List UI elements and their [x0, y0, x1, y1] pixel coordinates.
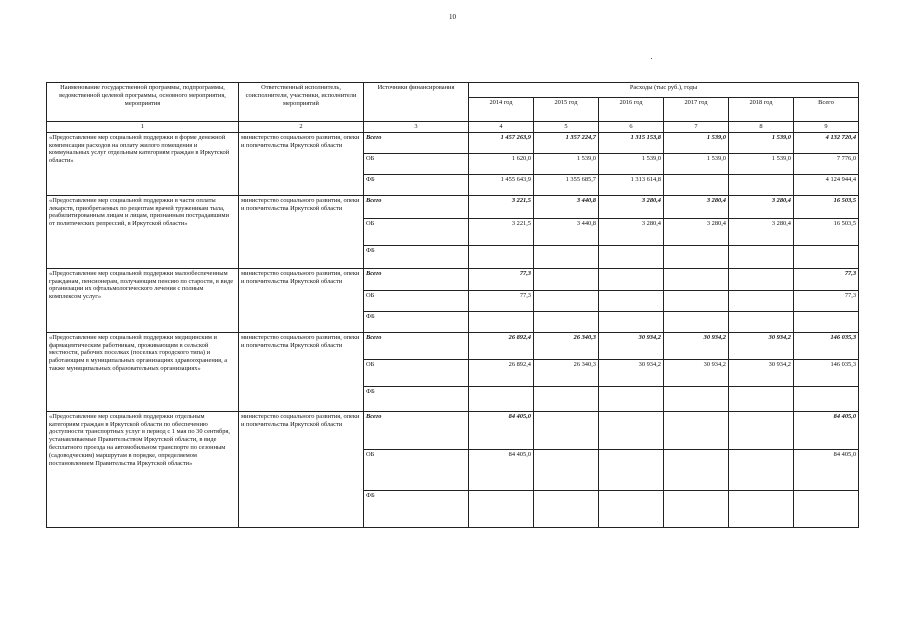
program-name: «Предоставление мер социальной поддержки малообеспеченным гражданам, пенсионерам, получающим пенсию по старости, в виде организации их офтальмологического лечения с полным комплексом услуг» — [47, 268, 239, 332]
table-row — [47, 411, 859, 449]
header-executor: Ответственный исполнитель, соисполнители, участники, исполнители мероприятий — [239, 83, 364, 122]
value-cell — [534, 386, 599, 411]
program-name: «Предоставление мер социальной поддержки медицинским и фармацевтическим работникам, проживающим в сельской местности, рабочих поселках (поселках городского типа) и работающим в муниципальных организациях здравоохранения, а также муниципальных образовательных организациях» — [47, 332, 239, 411]
value-cell — [729, 490, 794, 527]
column-number: 7 — [664, 122, 729, 133]
value-cell — [534, 290, 599, 311]
value-cell — [599, 449, 664, 490]
column-number: 3 — [364, 122, 469, 133]
value-cell: 1 313 614,8 — [599, 174, 664, 195]
value-cell: 84 405,0 — [794, 411, 859, 449]
column-number: 8 — [729, 122, 794, 133]
executor-name: министерство социального развития, опеки и попечительства Иркутской области — [239, 195, 364, 268]
value-cell — [664, 386, 729, 411]
value-cell — [534, 311, 599, 332]
value-cell — [599, 245, 664, 268]
program-name: «Предоставление мер социальной поддержки отдельным категориям граждан в Иркутской области по обеспечению доступности транспортных услуг в период с 1 мая по 30 сентября, устанавливаемые Правительством Иркутской области, в виде бесплатного проезда на автомобильном транспорте по сезонным (садоводческим) маршрутам в порядке, определяемом постановлением Правительства Иркутской области» — [47, 411, 239, 527]
header-year-2018: 2018 год — [729, 97, 794, 121]
source-total: Всего — [364, 332, 469, 359]
value-cell: 1 539,0 — [729, 153, 794, 174]
value-cell — [664, 290, 729, 311]
value-cell: 1 315 153,8 — [599, 132, 664, 153]
scan-speck — [651, 58, 652, 59]
value-cell — [599, 386, 664, 411]
value-cell: 1 539,0 — [599, 153, 664, 174]
source-total: Всего — [364, 411, 469, 449]
value-cell: 1 539,0 — [534, 153, 599, 174]
column-number: 4 — [469, 122, 534, 133]
column-number: 5 — [534, 122, 599, 133]
value-cell — [664, 490, 729, 527]
value-cell: 26 340,3 — [534, 332, 599, 359]
value-cell: 84 405,0 — [469, 449, 534, 490]
value-cell: 16 503,5 — [794, 195, 859, 218]
executor-name: министерство социального развития, опеки и попечительства Иркутской области — [239, 268, 364, 332]
value-cell — [469, 245, 534, 268]
value-cell: 26 340,3 — [534, 359, 599, 386]
source-fb: ФБ — [364, 386, 469, 411]
source-ob: ОБ — [364, 449, 469, 490]
value-cell — [664, 174, 729, 195]
value-cell: 3 280,4 — [729, 218, 794, 245]
column-number: 6 — [599, 122, 664, 133]
source-fb: ФБ — [364, 311, 469, 332]
value-cell: 146 035,3 — [794, 332, 859, 359]
header-source: Источники финансирования — [364, 83, 469, 122]
executor-name: министерство социального развития, опеки и попечительства Иркутской области — [239, 332, 364, 411]
value-cell — [729, 411, 794, 449]
executor-name: министерство социального развития, опеки и попечительства Иркутской области — [239, 411, 364, 527]
table-row — [47, 268, 859, 290]
source-ob: ОБ — [364, 153, 469, 174]
column-number: 2 — [239, 122, 364, 133]
value-cell: 1 455 643,9 — [469, 174, 534, 195]
program-name: «Предоставление мер социальной поддержки в форме денежной компенсации расходов на оплату жилого помещения и коммунальных услуг отдельным категориям граждан в Иркутской области» — [47, 132, 239, 195]
header-expenses: Расходы (тыс руб.), годы — [469, 83, 859, 98]
value-cell — [534, 449, 599, 490]
value-cell: 84 405,0 — [469, 411, 534, 449]
value-cell: 30 934,2 — [729, 332, 794, 359]
header-year-2016: 2016 год — [599, 97, 664, 121]
value-cell: 1 457 263,9 — [469, 132, 534, 153]
column-number-row — [47, 122, 859, 133]
table-row — [47, 332, 859, 359]
value-cell: 77,3 — [794, 290, 859, 311]
value-cell: 1 355 685,7 — [534, 174, 599, 195]
value-cell — [469, 311, 534, 332]
value-cell — [599, 290, 664, 311]
value-cell: 3 280,4 — [664, 218, 729, 245]
value-cell: 77,3 — [469, 268, 534, 290]
value-cell — [729, 268, 794, 290]
table-header — [47, 83, 859, 133]
header-year-2015: 2015 год — [534, 97, 599, 121]
executor-name: министерство социального развития, опеки и попечительства Иркутской области — [239, 132, 364, 195]
table-row — [47, 132, 859, 153]
value-cell — [729, 245, 794, 268]
value-cell: 26 892,4 — [469, 359, 534, 386]
value-cell: 30 934,2 — [599, 332, 664, 359]
value-cell — [599, 490, 664, 527]
source-fb: ФБ — [364, 174, 469, 195]
value-cell: 30 934,2 — [599, 359, 664, 386]
value-cell — [729, 311, 794, 332]
value-cell: 77,3 — [794, 268, 859, 290]
value-cell: 30 934,2 — [729, 359, 794, 386]
value-cell: 7 776,0 — [794, 153, 859, 174]
value-cell: 146 035,3 — [794, 359, 859, 386]
source-ob: ОБ — [364, 290, 469, 311]
value-cell: 26 892,4 — [469, 332, 534, 359]
value-cell: 3 280,4 — [599, 218, 664, 245]
value-cell — [534, 268, 599, 290]
value-cell: 3 440,8 — [534, 218, 599, 245]
value-cell — [469, 386, 534, 411]
value-cell — [534, 411, 599, 449]
value-cell: 4 132 720,4 — [794, 132, 859, 153]
value-cell: 3 440,8 — [534, 195, 599, 218]
source-total: Всего — [364, 195, 469, 218]
table-row — [47, 195, 859, 218]
value-cell: 1 539,0 — [664, 153, 729, 174]
value-cell — [794, 490, 859, 527]
header-total: Всего — [794, 97, 859, 121]
value-cell: 16 503,5 — [794, 218, 859, 245]
value-cell: 3 280,4 — [664, 195, 729, 218]
source-ob: ОБ — [364, 359, 469, 386]
value-cell — [664, 449, 729, 490]
value-cell: 30 934,2 — [664, 332, 729, 359]
value-cell: 30 934,2 — [664, 359, 729, 386]
value-cell — [599, 411, 664, 449]
source-total: Всего — [364, 268, 469, 290]
source-ob: ОБ — [364, 218, 469, 245]
value-cell — [469, 490, 534, 527]
header-year-2014: 2014 год — [469, 97, 534, 121]
value-cell: 1 357 224,7 — [534, 132, 599, 153]
value-cell: 3 221,5 — [469, 218, 534, 245]
source-fb: ФБ — [364, 490, 469, 527]
value-cell — [729, 174, 794, 195]
program-name: «Предоставление мер социальной поддержки в части оплаты лекарств, приобретаемых по рецептам врачей труженикам тыла, реабилитированным лицам и лицам, признанным пострадавшими от политических репрессий, в Иркутской области» — [47, 195, 239, 268]
value-cell: 3 280,4 — [599, 195, 664, 218]
value-cell — [599, 268, 664, 290]
value-cell — [664, 411, 729, 449]
value-cell — [664, 268, 729, 290]
source-total: Всего — [364, 132, 469, 153]
value-cell: 77,3 — [469, 290, 534, 311]
value-cell: 3 280,4 — [729, 195, 794, 218]
value-cell: 1 620,0 — [469, 153, 534, 174]
header-program: Наименование государственной программы, подпрограммы, ведомственной целевой программы, основного мероприятия, мероприятия — [47, 83, 239, 122]
value-cell: 84 405,0 — [794, 449, 859, 490]
value-cell: 1 539,0 — [664, 132, 729, 153]
value-cell — [794, 386, 859, 411]
value-cell — [534, 490, 599, 527]
value-cell — [664, 311, 729, 332]
value-cell: 3 221,5 — [469, 195, 534, 218]
value-cell — [729, 290, 794, 311]
value-cell — [599, 311, 664, 332]
value-cell — [794, 245, 859, 268]
header-year-2017: 2017 год — [664, 97, 729, 121]
value-cell — [794, 311, 859, 332]
value-cell: 4 124 944,4 — [794, 174, 859, 195]
value-cell — [729, 386, 794, 411]
source-fb: ФБ — [364, 245, 469, 268]
column-number: 9 — [794, 122, 859, 133]
value-cell — [534, 245, 599, 268]
page-number: 10 — [449, 13, 456, 21]
value-cell — [729, 449, 794, 490]
funding-table — [46, 82, 859, 528]
value-cell: 1 539,0 — [729, 132, 794, 153]
column-number: 1 — [47, 122, 239, 133]
value-cell — [664, 245, 729, 268]
